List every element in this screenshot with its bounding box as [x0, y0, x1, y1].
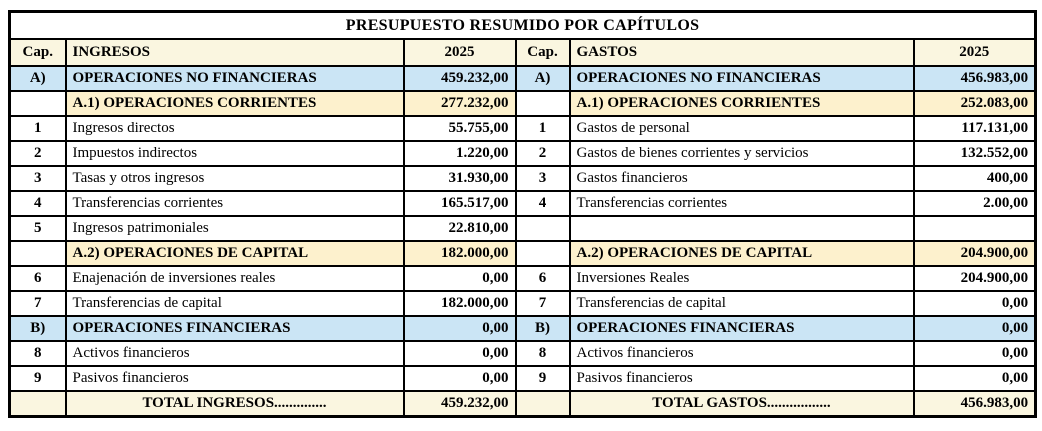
- table-row: [10, 66, 1036, 91]
- gastos-value-cell: 400,00: [914, 166, 1036, 191]
- ingresos-cap-cell: 7: [10, 291, 66, 316]
- gastos-value-cell: 456.983,00: [914, 391, 1036, 417]
- ingresos-cap-cell: 4: [10, 191, 66, 216]
- col-header-year-ingresos: 2025: [404, 39, 516, 66]
- gastos-cap-cell: 1: [516, 116, 570, 141]
- gastos-value-cell: 0,00: [914, 291, 1036, 316]
- gastos-label-cell: Activos financieros: [570, 341, 914, 366]
- ingresos-value-cell: 1.220,00: [404, 141, 516, 166]
- table-row: [10, 266, 1036, 291]
- gastos-value-cell: 0,00: [914, 316, 1036, 341]
- gastos-value-cell: 2.00,00: [914, 191, 1036, 216]
- ingresos-cap-cell: [10, 241, 66, 266]
- ingresos-label-cell: OPERACIONES NO FINANCIERAS: [66, 66, 404, 91]
- gastos-label-cell: Pasivos financieros: [570, 366, 914, 391]
- table-row: [10, 316, 1036, 341]
- gastos-value-cell: 0,00: [914, 341, 1036, 366]
- col-header-cap-gastos: Cap.: [516, 39, 570, 66]
- gastos-value-cell: 132.552,00: [914, 141, 1036, 166]
- ingresos-value-cell: 459.232,00: [404, 391, 516, 417]
- table-row: [10, 341, 1036, 366]
- ingresos-label-cell: Impuestos indirectos: [66, 141, 404, 166]
- ingresos-label-cell: TOTAL INGRESOS..............: [66, 391, 404, 417]
- gastos-label-cell: TOTAL GASTOS.................: [570, 391, 914, 417]
- gastos-value-cell: 456.983,00: [914, 66, 1036, 91]
- gastos-label-cell: [570, 216, 914, 241]
- ingresos-cap-cell: 3: [10, 166, 66, 191]
- gastos-cap-cell: [516, 391, 570, 417]
- gastos-label-cell: OPERACIONES FINANCIERAS: [570, 316, 914, 341]
- ingresos-value-cell: 182.000,00: [404, 241, 516, 266]
- ingresos-label-cell: Transferencias de capital: [66, 291, 404, 316]
- ingresos-value-cell: 22.810,00: [404, 216, 516, 241]
- ingresos-cap-cell: 1: [10, 116, 66, 141]
- gastos-cap-cell: 8: [516, 341, 570, 366]
- ingresos-label-cell: Ingresos patrimoniales: [66, 216, 404, 241]
- ingresos-cap-cell: B): [10, 316, 66, 341]
- table-title: PRESUPUESTO RESUMIDO POR CAPÍTULOS: [10, 12, 1036, 40]
- ingresos-value-cell: 55.755,00: [404, 116, 516, 141]
- ingresos-label-cell: Enajenación de inversiones reales: [66, 266, 404, 291]
- col-header-cap-ingresos: Cap.: [10, 39, 66, 66]
- table-row: [10, 241, 1036, 266]
- ingresos-label-cell: A.2) OPERACIONES DE CAPITAL: [66, 241, 404, 266]
- ingresos-value-cell: 0,00: [404, 366, 516, 391]
- table-row: [10, 191, 1036, 216]
- header-row: [10, 39, 1036, 66]
- ingresos-cap-cell: 6: [10, 266, 66, 291]
- gastos-cap-cell: 4: [516, 191, 570, 216]
- table-row: [10, 391, 1036, 417]
- ingresos-value-cell: 182.000,00: [404, 291, 516, 316]
- gastos-label-cell: Gastos de bienes corrientes y servicios: [570, 141, 914, 166]
- ingresos-label-cell: A.1) OPERACIONES CORRIENTES: [66, 91, 404, 116]
- table-row: [10, 366, 1036, 391]
- ingresos-value-cell: 277.232,00: [404, 91, 516, 116]
- gastos-value-cell: 0,00: [914, 366, 1036, 391]
- ingresos-cap-cell: 8: [10, 341, 66, 366]
- ingresos-cap-cell: [10, 91, 66, 116]
- table-row: [10, 91, 1036, 116]
- gastos-cap-cell: 2: [516, 141, 570, 166]
- gastos-label-cell: Gastos de personal: [570, 116, 914, 141]
- ingresos-label-cell: Tasas y otros ingresos: [66, 166, 404, 191]
- gastos-value-cell: 117.131,00: [914, 116, 1036, 141]
- gastos-label-cell: Inversiones Reales: [570, 266, 914, 291]
- ingresos-label-cell: Activos financieros: [66, 341, 404, 366]
- ingresos-label-cell: Transferencias corrientes: [66, 191, 404, 216]
- ingresos-label-cell: Pasivos financieros: [66, 366, 404, 391]
- ingresos-value-cell: 0,00: [404, 266, 516, 291]
- ingresos-label-cell: Ingresos directos: [66, 116, 404, 141]
- table-row: [10, 141, 1036, 166]
- gastos-cap-cell: [516, 216, 570, 241]
- col-header-gastos: GASTOS: [570, 39, 914, 66]
- gastos-value-cell: 252.083,00: [914, 91, 1036, 116]
- ingresos-value-cell: 31.930,00: [404, 166, 516, 191]
- ingresos-value-cell: 459.232,00: [404, 66, 516, 91]
- gastos-value-cell: [914, 216, 1036, 241]
- gastos-label-cell: Transferencias de capital: [570, 291, 914, 316]
- table-body: [10, 66, 1036, 417]
- gastos-cap-cell: 3: [516, 166, 570, 191]
- table-row: [10, 291, 1036, 316]
- ingresos-value-cell: 0,00: [404, 341, 516, 366]
- table-row: [10, 116, 1036, 141]
- ingresos-value-cell: 0,00: [404, 316, 516, 341]
- title-row: [10, 12, 1036, 40]
- gastos-cap-cell: B): [516, 316, 570, 341]
- ingresos-cap-cell: 5: [10, 216, 66, 241]
- gastos-cap-cell: 9: [516, 366, 570, 391]
- ingresos-cap-cell: 9: [10, 366, 66, 391]
- gastos-cap-cell: 7: [516, 291, 570, 316]
- gastos-label-cell: A.2) OPERACIONES DE CAPITAL: [570, 241, 914, 266]
- gastos-cap-cell: A): [516, 66, 570, 91]
- col-header-year-gastos: 2025: [914, 39, 1036, 66]
- gastos-cap-cell: [516, 241, 570, 266]
- table-row: [10, 166, 1036, 191]
- budget-table: [8, 10, 1037, 418]
- col-header-ingresos: INGRESOS: [66, 39, 404, 66]
- gastos-label-cell: OPERACIONES NO FINANCIERAS: [570, 66, 914, 91]
- ingresos-label-cell: OPERACIONES FINANCIERAS: [66, 316, 404, 341]
- ingresos-value-cell: 165.517,00: [404, 191, 516, 216]
- gastos-cap-cell: 6: [516, 266, 570, 291]
- gastos-label-cell: A.1) OPERACIONES CORRIENTES: [570, 91, 914, 116]
- ingresos-cap-cell: [10, 391, 66, 417]
- ingresos-cap-cell: A): [10, 66, 66, 91]
- gastos-label-cell: Gastos financieros: [570, 166, 914, 191]
- gastos-value-cell: 204.900,00: [914, 266, 1036, 291]
- gastos-cap-cell: [516, 91, 570, 116]
- gastos-label-cell: Transferencias corrientes: [570, 191, 914, 216]
- ingresos-cap-cell: 2: [10, 141, 66, 166]
- table-row: [10, 216, 1036, 241]
- gastos-value-cell: 204.900,00: [914, 241, 1036, 266]
